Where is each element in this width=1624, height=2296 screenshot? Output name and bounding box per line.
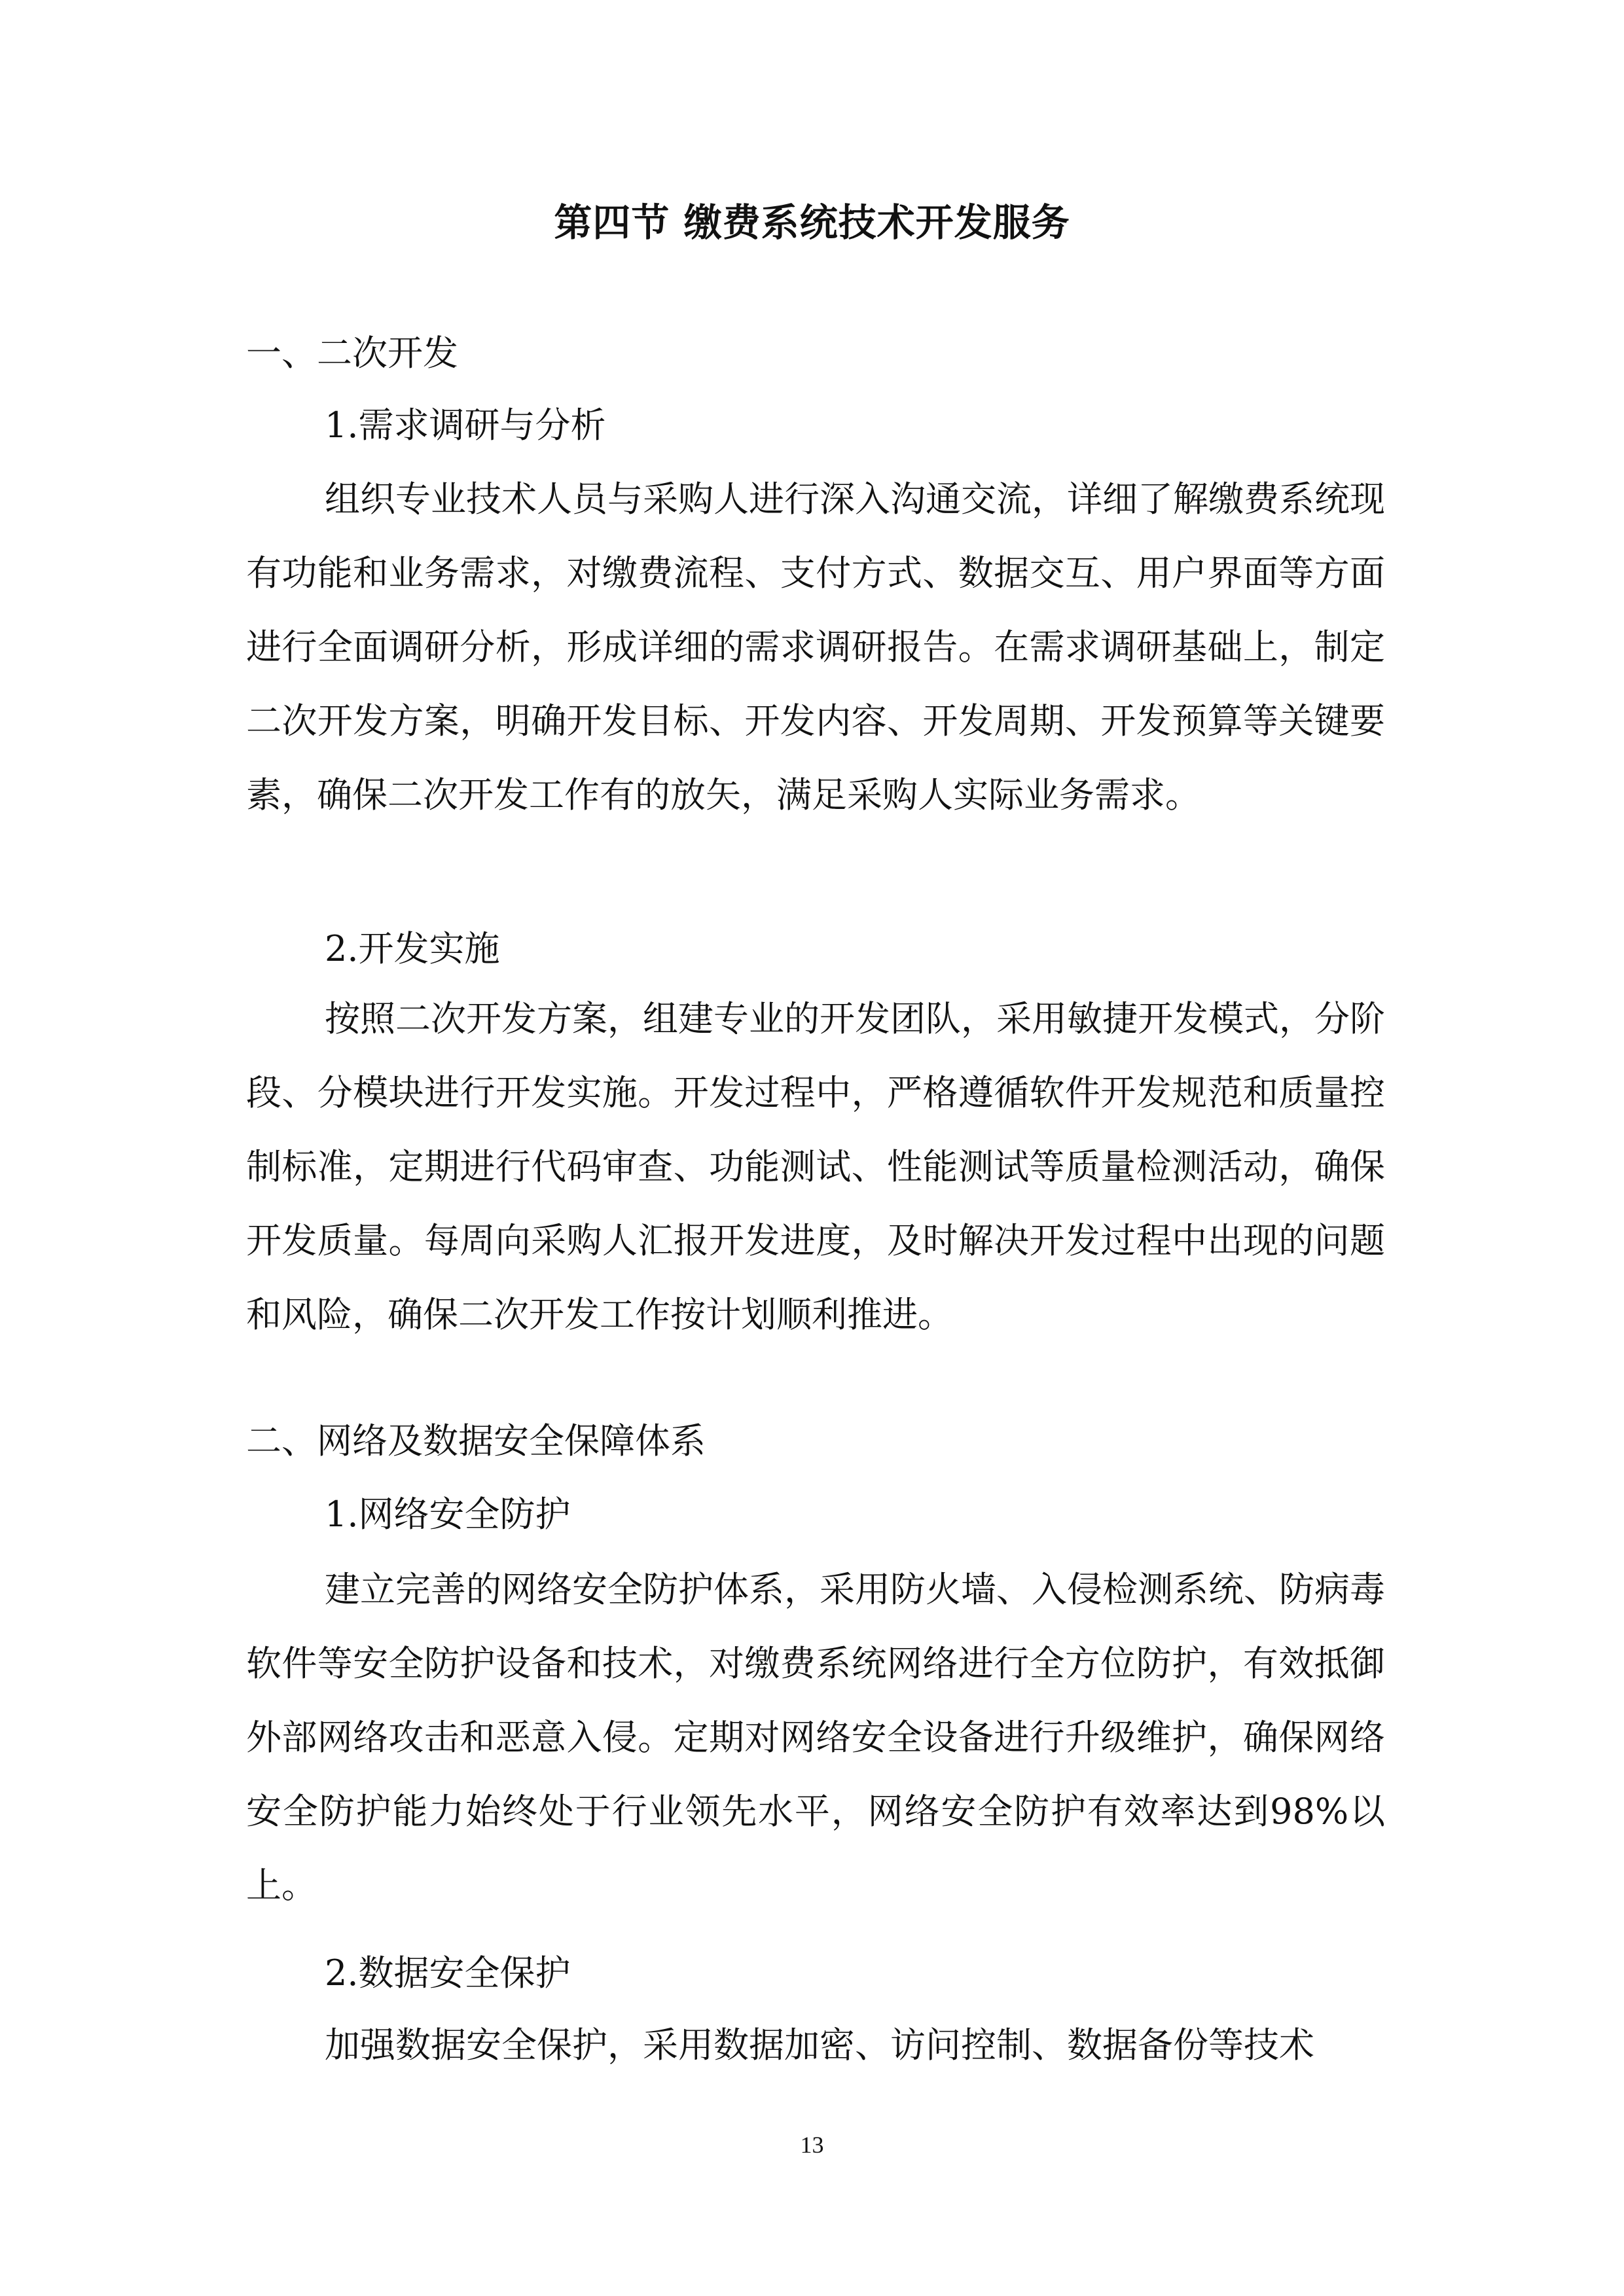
paragraph: 建立完善的网络安全防护体系，采用防火墙、入侵检测系统、防病毒软件等安全防护设备和技术，对缴费系统网络进行全方位防护，有效抵御外部网络攻击和恶意入侵。定期对网络安全设备进行升级维护，确保网络安全防护能力始终处于行业领先水平，网络安全防护有效率达到98%以上。 [246,1569,1385,1906]
page-number: 13 [800,2132,824,2158]
page-title: 第四节 缴费系统技术开发服务 [554,200,1070,245]
paragraph: 加强数据安全保护，采用数据加密、访问控制、数据备份等技术 [325,2024,1314,2066]
subsection-heading: 1.网络安全防护 [325,1494,571,1535]
section-heading: 二、网络及数据安全保障体系 [246,1420,706,1462]
paragraph: 组织专业技术人员与采购人进行深入沟通交流，详细了解缴费系统现有功能和业务需求，对缴费流程、支付方式、数据交互、用户界面等方面进行全面调研分析，形成详细的需求调研报告。在需求调研基础上，制定二次开发方案，明确开发目标、开发内容、开发周期、开发预算等关键要素，确保二次开发工作有的放矢，满足采购人实际业务需求。 [246,478,1385,816]
paragraph: 按照二次开发方案，组建专业的开发团队，采用敏捷开发模式，分阶段、分模块进行开发实施。开发过程中，严格遵循软件开发规范和质量控制标准，定期进行代码审查、功能测试、性能测试等质量检测活动，确保开发质量。每周向采购人汇报开发进度，及时解决开发过程中出现的问题和风险，确保二次开发工作按计划顺利推进。 [246,998,1385,1335]
subsection-heading: 2.数据安全保护 [325,1952,571,1994]
subsection-heading: 2.开发实施 [325,928,500,969]
section-heading: 一、二次开发 [246,332,458,374]
subsection-heading: 1.需求调研与分析 [325,404,606,446]
